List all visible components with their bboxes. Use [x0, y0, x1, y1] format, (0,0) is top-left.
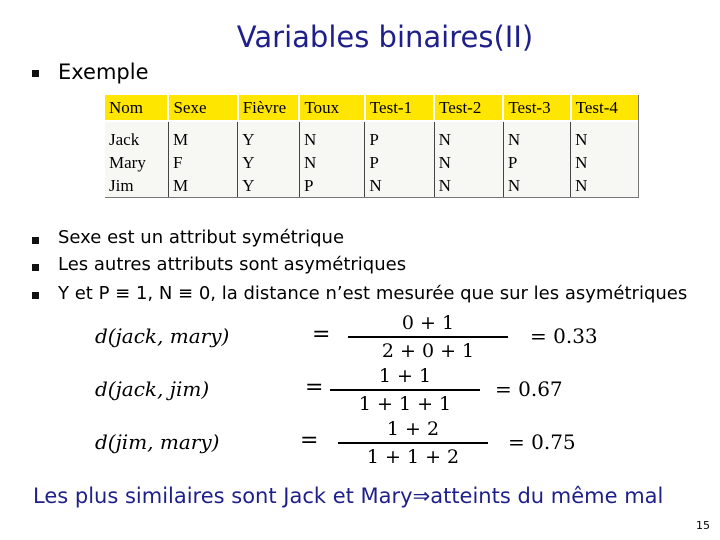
table-row: [105, 174, 638, 197]
bullet-marker: [32, 264, 39, 271]
equation-fraction: [330, 365, 480, 415]
header-test-1: Test-1: [365, 95, 434, 121]
table-cell: Jack: [109, 129, 140, 149]
implies-arrow-icon: ⇒: [412, 484, 431, 508]
equation-equals: =: [305, 375, 324, 400]
header-test-2: Test-2: [434, 95, 503, 121]
table-header-row: [105, 95, 638, 121]
bullet-exemple: Exemple: [58, 60, 149, 84]
table-cell: N: [434, 151, 503, 174]
table-cell: Y: [238, 174, 300, 197]
table-cell: N: [571, 151, 638, 174]
fraction-numerator: 1 + 2: [386, 418, 440, 440]
equation-fraction: [338, 418, 488, 468]
header-toux: Toux: [299, 95, 364, 121]
table-cell: F: [168, 151, 237, 174]
header-test-4: Test-4: [571, 95, 638, 121]
table-cell: Mary: [109, 152, 146, 172]
attributes-table: [105, 95, 638, 197]
header-test-3: Test-3: [503, 95, 570, 121]
fraction-bar: [330, 389, 480, 391]
table-cell: M: [168, 121, 237, 151]
fraction-numerator: 0 + 1: [401, 312, 455, 334]
table-cell: N: [434, 174, 503, 197]
fraction-bar: [348, 336, 508, 338]
equation-lhs: d(jack, jim): [95, 377, 210, 401]
bullet-asymmetric: Les autres attributs sont asymétriques: [58, 254, 407, 275]
equation-lhs: d(jim, mary): [95, 430, 220, 454]
equation-lhs: d(jack, mary): [95, 324, 230, 348]
table-cell: P: [503, 151, 570, 174]
equation-equals: =: [312, 322, 331, 347]
fraction-denominator: 2 + 0 + 1: [381, 340, 475, 362]
bullet-distance-rule: Y et P ≡ 1, N ≡ 0, la distance n’est mesurée que sur les asymétriques: [58, 283, 688, 304]
table-cell: N: [365, 174, 434, 197]
table-cell: Jim: [109, 175, 134, 195]
fraction-denominator: 1 + 1 + 2: [366, 446, 460, 468]
conclusion-prefix: Les plus similaires sont Jack et Mary: [33, 484, 413, 508]
fraction-denominator: 1 + 1 + 1: [358, 393, 452, 415]
equation-equals: =: [300, 428, 319, 453]
bullet-marker: [32, 70, 39, 77]
conclusion-suffix: atteints du même mal: [430, 484, 664, 508]
header-nom: Nom: [105, 95, 168, 121]
table-cell: N: [434, 121, 503, 151]
bullet-symmetric: Sexe est un attribut symétrique: [58, 227, 345, 248]
slide-title: Variables binaires(II): [236, 20, 534, 54]
page-number: 15: [696, 519, 710, 532]
table-row: [105, 151, 638, 174]
table-cell: Y: [238, 151, 300, 174]
table-cell: Y: [238, 121, 300, 151]
table-cell: N: [299, 121, 364, 151]
bullet-marker: [32, 292, 39, 299]
table-cell: N: [571, 174, 638, 197]
fraction-bar: [338, 442, 488, 444]
table-cell: N: [299, 151, 364, 174]
header-fievre: Fièvre: [238, 95, 300, 121]
header-sexe: Sexe: [168, 95, 237, 121]
example-table: [105, 95, 639, 198]
table-cell: N: [503, 174, 570, 197]
equation-result: = 0.75: [508, 430, 576, 454]
table-cell: P: [365, 121, 434, 151]
table-cell: N: [503, 121, 570, 151]
bullet-marker: [32, 237, 39, 244]
conclusion: [33, 484, 663, 508]
table-cell: M: [168, 174, 237, 197]
table-cell: P: [299, 174, 364, 197]
fraction-numerator: 1 + 1: [378, 365, 432, 387]
equation-fraction: [348, 312, 508, 362]
equation-result: = 0.33: [530, 324, 598, 348]
equation-result: = 0.67: [495, 377, 563, 401]
table-cell: N: [571, 121, 638, 151]
table-row: [105, 121, 638, 151]
table-cell: P: [365, 151, 434, 174]
